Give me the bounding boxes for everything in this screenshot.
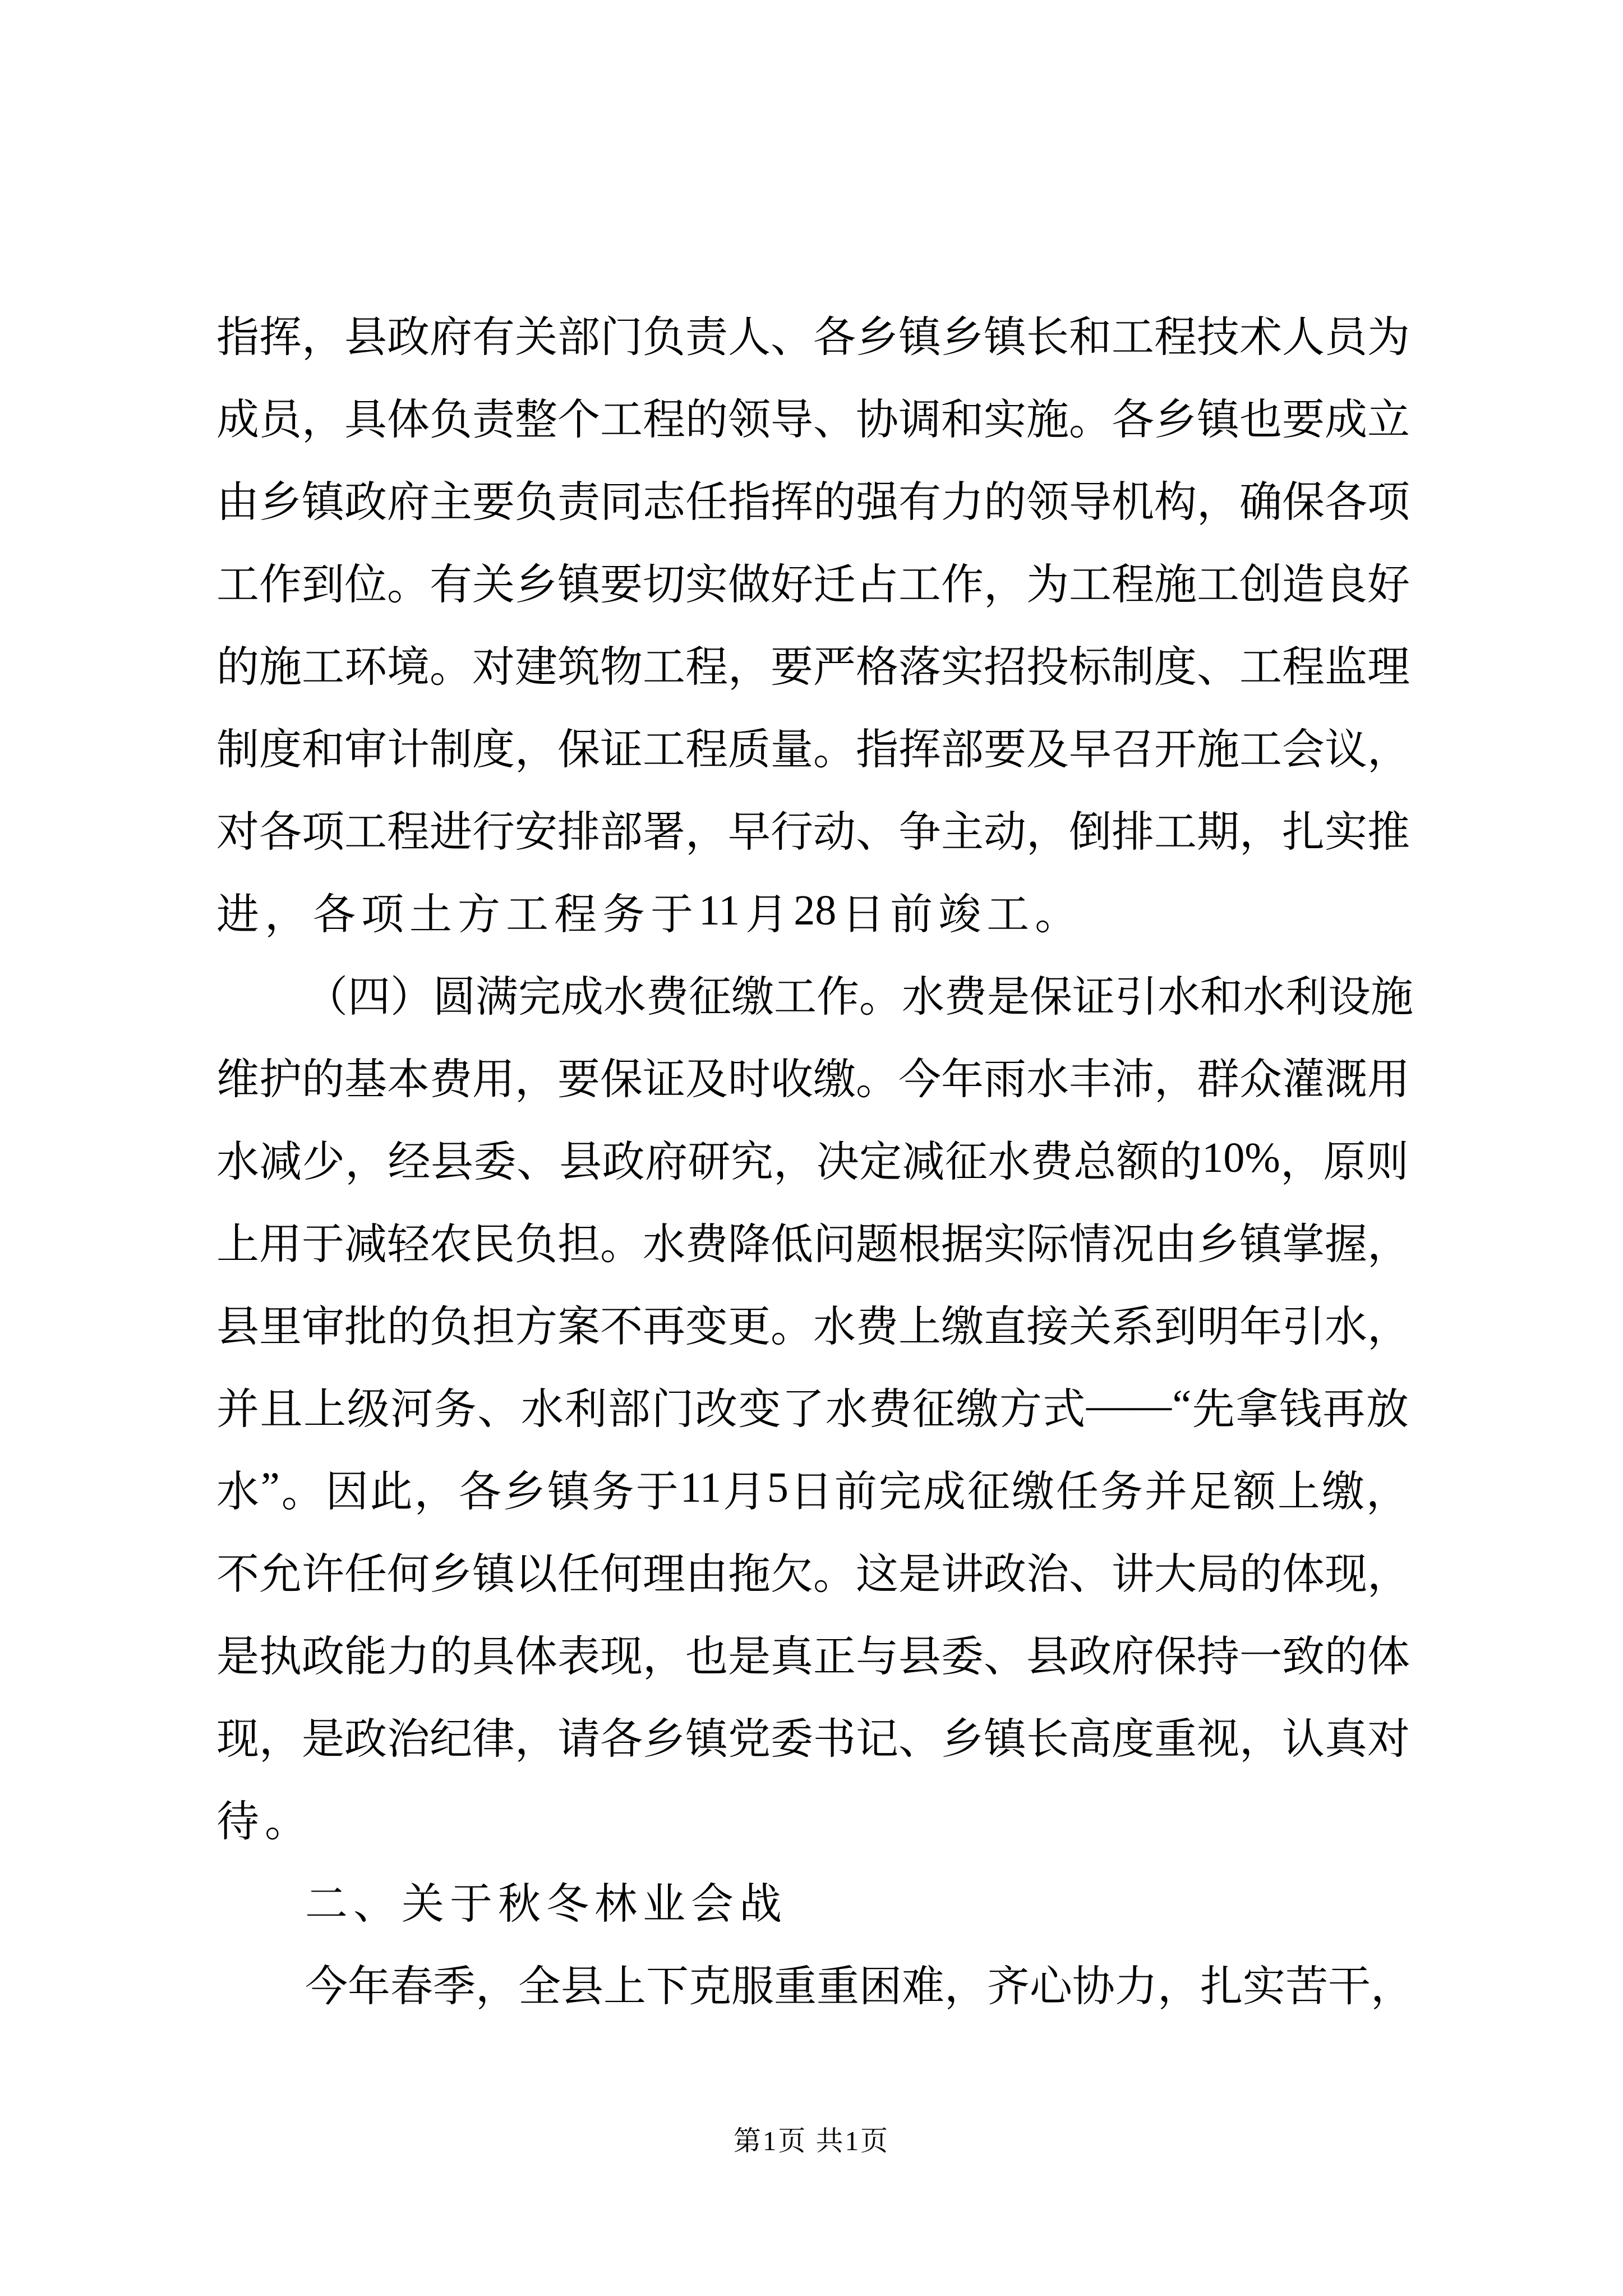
- document-content: [216, 292, 1413, 2024]
- text-line: （ 四 ） 圆 满 完 成 水 费 征 缴 工 作 。 水 费 是 保 证 引 水 和 水 利 设 施: [305, 974, 1413, 1021]
- text-line: 县 里 审 批 的 负 担 方 案 不 再 变 更 。 水 费 上 缴 直 接 关 系 到 明 年 引 水 ，: [216, 1304, 1410, 1351]
- text-line: 二 、 关 于 秋 冬 林 业 会 战: [305, 1881, 782, 1928]
- text-line: 对 各 项 工 程 进 行 安 排 部 署 ， 早 行 动 、 争 主 动 ， 倒 排 工 期 ， 扎 实 推: [216, 809, 1410, 856]
- text-line: 不 允 许 任 何 乡 镇 以 任 何 理 由 拖 欠 。 这 是 讲 政 治 、 讲 大 局 的 体 现 ，: [216, 1551, 1410, 1598]
- text-line: 进 ， 各 项 土 方 工 程 务 于 11 月 28 日 前 竣 工 。: [216, 887, 1078, 938]
- text-line: 工 作 到 位 。 有 关 乡 镇 要 切 实 做 好 迁 占 工 作 ， 为 工 程 施 工 创 造 良 好: [216, 562, 1410, 609]
- text-line: 成 员 ， 具 体 负 责 整 个 工 程 的 领 导 、 协 调 和 实 施 。 各 乡 镇 也 要 成 立: [216, 397, 1410, 444]
- text-line: 的 施 工 环 境 。 对 建 筑 物 工 程 ， 要 严 格 落 实 招 投 标 制 度 、 工 程 监 理: [216, 644, 1410, 691]
- text-line: 上 用 于 减 轻 农 民 负 担 。 水 费 降 低 问 题 根 据 实 际 情 况 由 乡 镇 掌 握 ，: [216, 1221, 1410, 1268]
- text-line: 现 ， 是 政 治 纪 律 ， 请 各 乡 镇 党 委 书 记 、 乡 镇 长 高 度 重 视 ， 认 真 对: [216, 1716, 1410, 1763]
- text-line: 制 度 和 审 计 制 度 ， 保 证 工 程 质 量 。 指 挥 部 要 及 早 召 开 施 工 会 议 ，: [216, 726, 1410, 774]
- text-line: 并 且 上 级 河 务 、 水 利 部 门 改 变 了 水 费 征 缴 方 式 —— “ 先 拿 钱 再 放: [216, 1382, 1409, 1433]
- text-line: 今 年 春 季 ， 全 县 上 下 克 服 重 重 困 难 ， 齐 心 协 力 ， 扎 实 苦 干 ，: [305, 1963, 1413, 2010]
- text-line: 是 执 政 能 力 的 具 体 表 现 ， 也 是 真 正 与 县 委 、 县 政 府 保 持 一 致 的 体: [216, 1634, 1410, 1681]
- text-line: 待 。: [216, 1798, 307, 1846]
- page-footer: [0, 2119, 1623, 2159]
- text-line: 维 护 的 基 本 费 用 ， 要 保 证 及 时 收 缴 。 今 年 雨 水 丰 沛 ， 群 众 灌 溉 用: [216, 1056, 1410, 1103]
- text-line: 水 ” 。 因 此 ， 各 乡 镇 务 于 11 月 5 日 前 完 成 征 缴 任 务 并 足 额 上 缴 ，: [216, 1464, 1409, 1516]
- text-line: 由 乡 镇 政 府 主 要 负 责 同 志 任 指 挥 的 强 有 力 的 领 导 机 构 ， 确 保 各 项: [216, 479, 1410, 526]
- text-line: 水 减 少 ， 经 县 委 、 县 政 府 研 究 ， 决 定 减 征 水 费 总 额 的 10% ， 原 则: [216, 1134, 1409, 1186]
- page-number-label: 第1页 共1页: [733, 2125, 890, 2156]
- text-line: 指 挥 ， 县 政 府 有 关 部 门 负 责 人 、 各 乡 镇 乡 镇 长 和 工 程 技 术 人 员 为: [216, 314, 1410, 361]
